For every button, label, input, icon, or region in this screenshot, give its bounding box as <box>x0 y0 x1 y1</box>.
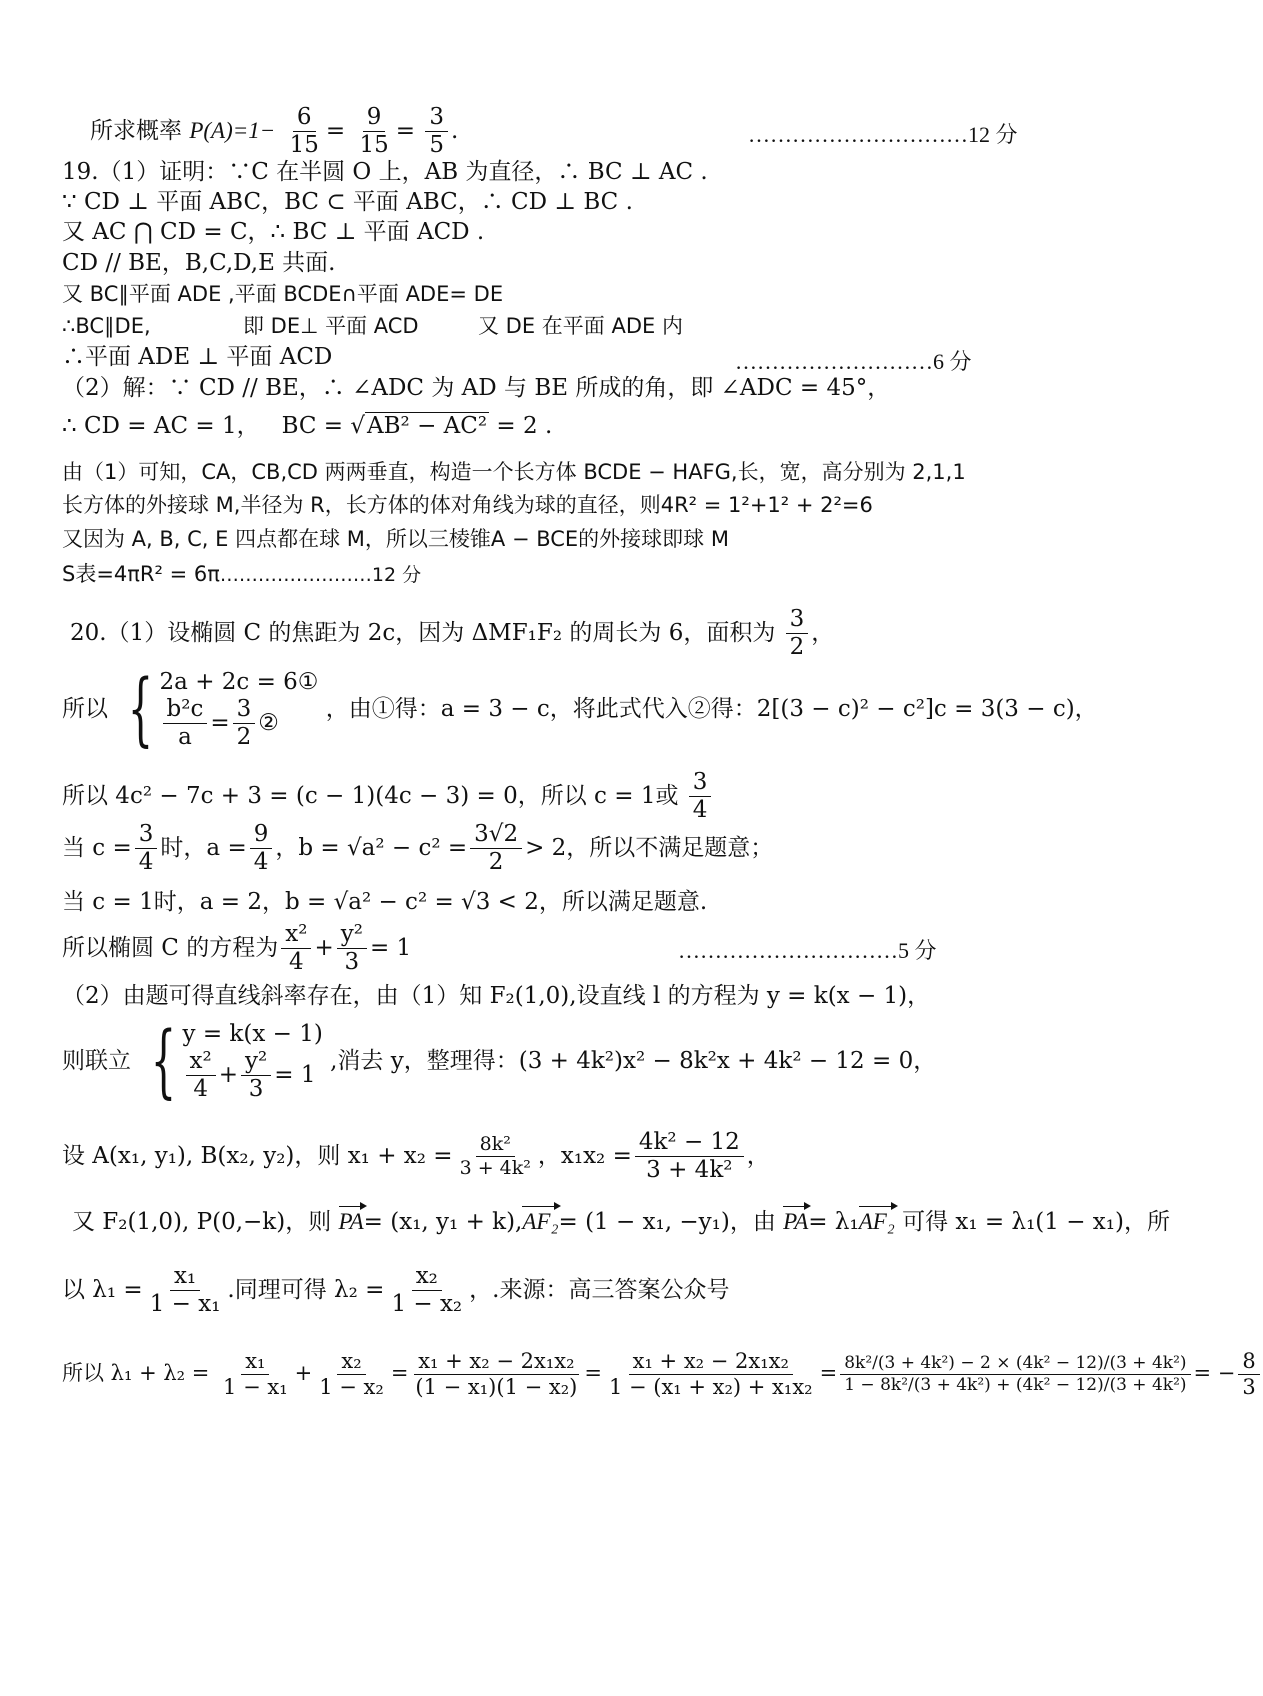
q20-line10: 以 λ₁ = $\frac{\text{x₁}}{\text{1 − x₁}}$ .同理可得 λ₂ = $\frac{\text{x₂}}{\text{1 − x₂}}$ ，.来源：高三答案公众号 <box>62 1263 730 1318</box>
q20-substitute: ，由①得：a = 3 − c，将此式代入②得：2[(3 − c)² − c²]c = 3(3 − c)， <box>325 695 1098 722</box>
q19-cd-ac: ∴ CD = AC = 1， <box>62 413 260 439</box>
q19-line7: ∴平面 ADE ⊥ 平面 ACD <box>62 344 333 370</box>
q19-line10: 又因为 A, B, C, E 四点都在球 M，所以三棱锥A − BCE的外接球即球 M <box>62 527 729 551</box>
q20-line9: 又 F₂(1,0), P(0,−k)，则 PA= (x₁, y₁ + k),AF₂= (1 − x₁, −y₁)，由 PA= λ₁AF₂ 可得 x₁ = λ₁(1 − x₁)，所 <box>72 1209 1170 1235</box>
q19-line4: CD // BE，B,C,D,E 共面. <box>62 250 336 276</box>
q18-score: …………………………12 分 <box>748 122 1018 147</box>
q20-system2: 则联立 { y = k(x − 1) $\frac{\text{x²}}{4}$ + $\frac{\text{y²}}{3}$ = 1 ,消去 y，整理得：(3 + 4k²)x² − 8k²x + 4k² − 12 = 0， <box>62 1014 937 1108</box>
q20-line6: 所以椭圆 C 的方程为 $\frac{\text{x²}}{4}$ + $\frac{\text{y²}}{3}$ = 1 <box>62 921 412 976</box>
q20-line8: 设 A(x₁, y₁), B(x₂, y₂)，则 x₁ + x₂ = $\frac{\text{8k²}}{\text{3 + 4k²}}$ ，x₁x₂ = $\frac{\text{4k² − 12}}{\text{3 + 4k²}}$ ， <box>62 1129 770 1184</box>
q19-line11 <box>62 561 421 588</box>
q18-frac-2: $\frac{9}{15}$ <box>359 104 389 159</box>
q18-prefix: 所求概率 <box>90 117 182 144</box>
q18-probability-line: 所求概率 P(A)=1− $\frac{6}{15}$ = $\frac{9}{15}$ = $\frac{3}{5}$ . <box>90 104 459 159</box>
q19-part2-line1: （2）解：∵ CD // BE，∴ ∠ADC 为 AD 与 BE 所成的角，即 ∠ADC = 45°， <box>62 375 891 401</box>
q20-area-frac: $\frac{3}{2}$ <box>786 607 809 661</box>
q19-bc-sqrt: BC = √ <box>281 413 366 439</box>
q19-score-6: ………………………6 分 <box>735 349 972 374</box>
q18-formula-lhs: P(A)=1− <box>189 117 276 143</box>
q19-line8: 由（1）可知，CA，CB,CD 两两垂直，构造一个长方体 BCDE − HAFG,长，宽，高分别为 2,1,1 <box>62 460 966 484</box>
vector-af2: AF₂ <box>522 1208 558 1237</box>
q19-line6b: 即 DE⊥ 平面 ACD <box>243 314 419 338</box>
q19-line6a: ∴BC∥DE, <box>62 314 151 338</box>
q18-frac-3: $\frac{3}{5}$ <box>425 105 448 159</box>
q20-brace-2: { <box>151 1014 177 1108</box>
q20-line11: 所以 λ₁ + λ₂ = $\frac{\text{x₁}}{\text{1 − x₁}}$ + $\frac{\text{x₂}}{\text{1 − x₂}}$ = $\frac{\text{x₁ + x₂ − 2x₁x₂}}{\text{(1 − x₁)(1 − x₂)}}$ = $\frac{\text{x₁ + x₂ − 2x₁x₂}}{\text{1 − (x₁ + x₂) + x₁x₂}}$ = $\frac{\text{8k²/(3 + 4k²) − 2 × (4k² − 12)/(3 + 4k²)}}{\text{1 − 8k²/(3 + 4k²) + (4k² − 12)/(3 + 4k²)}}$ = − $\frac{8}{3}$ <box>62 1350 1263 1399</box>
q19-line6c: 又 DE 在平面 ADE 内 <box>478 314 683 338</box>
q20-system1 <box>62 662 1098 756</box>
q20-eq1: 2a + 2c = 6① <box>159 669 319 695</box>
q18-frac-1: $\frac{6}{15}$ <box>289 104 319 159</box>
q19-line9: 长方体的外接球 M,半径为 R，长方体的体对角线为球的直径，则4R² = 1²+1² + 2²=6 <box>62 493 873 517</box>
q20-intro: 20.（1）设椭圆 C 的焦距为 2c，因为 ΔMF₁F₂ 的周长为 6，面积为 <box>70 619 776 646</box>
vector-pa: PA <box>339 1208 364 1237</box>
q20-eq2: $\frac{\text{b²c}}{a}$ = $\frac{3}{2}$ ② <box>160 697 319 751</box>
q20-part2-line1: （2）由题可得直线斜率存在，由（1）知 F₂(1,0),设直线 l 的方程为 y = k(x − 1)， <box>62 983 931 1009</box>
q20-sys-label: 所以 <box>62 695 108 722</box>
q20-system-eqs <box>160 668 319 750</box>
q19-bc-result: = 2 . <box>489 413 553 439</box>
q20-line5: 当 c = 1时，a = 2，b = √a² − c² = √3 < 2，所以满足题意. <box>62 889 708 915</box>
q19-line3: 又 AC ⋂ CD = C，∴ BC ⊥ 平面 ACD . <box>62 219 485 245</box>
q19-line5: 又 BC∥平面 ADE ,平面 BCDE∩平面 ADE= DE <box>62 282 504 306</box>
q19-score-12: ……………………12 分 <box>219 564 422 586</box>
q19-line1: 19.（1）证明：∵C 在半圆 O 上，AB 为直径，∴ BC ⊥ AC . <box>62 159 708 185</box>
q19-part2-line2 <box>62 412 552 441</box>
q20-factor: 所以 4c² − 7c + 3 = (c − 1)(4c − 3) = 0，所以 c = 1或 <box>62 782 679 809</box>
q20-score-5: …………………………5 分 <box>678 938 937 963</box>
q19-sqrt-content: AB² − AC² <box>367 413 488 439</box>
q20-line3: 所以 4c² − 7c + 3 = (c − 1)(4c − 3) = 0，所以 c = 1或 $\frac{3}{4}$ <box>62 770 714 824</box>
q19-line2: ∵ CD ⊥ 平面 ABC，BC ⊂ 平面 ABC，∴ CD ⊥ BC . <box>62 189 633 215</box>
q20-line4: 当 c = $\frac{3}{4}$ 时，a = $\frac{9}{4}$ ，b = √a² − c² = $\frac{3√2}{2}$ > 2，所以不满足题意； <box>62 821 774 876</box>
q20-brace-1: { <box>128 662 154 756</box>
q19-surface-area: S表=4πR² = 6π <box>62 562 220 586</box>
q20-line1: 20.（1）设椭圆 C 的焦距为 2c，因为 ΔMF₁F₂ 的周长为 6，面积为 $\frac{3}{2}$ ， <box>70 606 835 661</box>
